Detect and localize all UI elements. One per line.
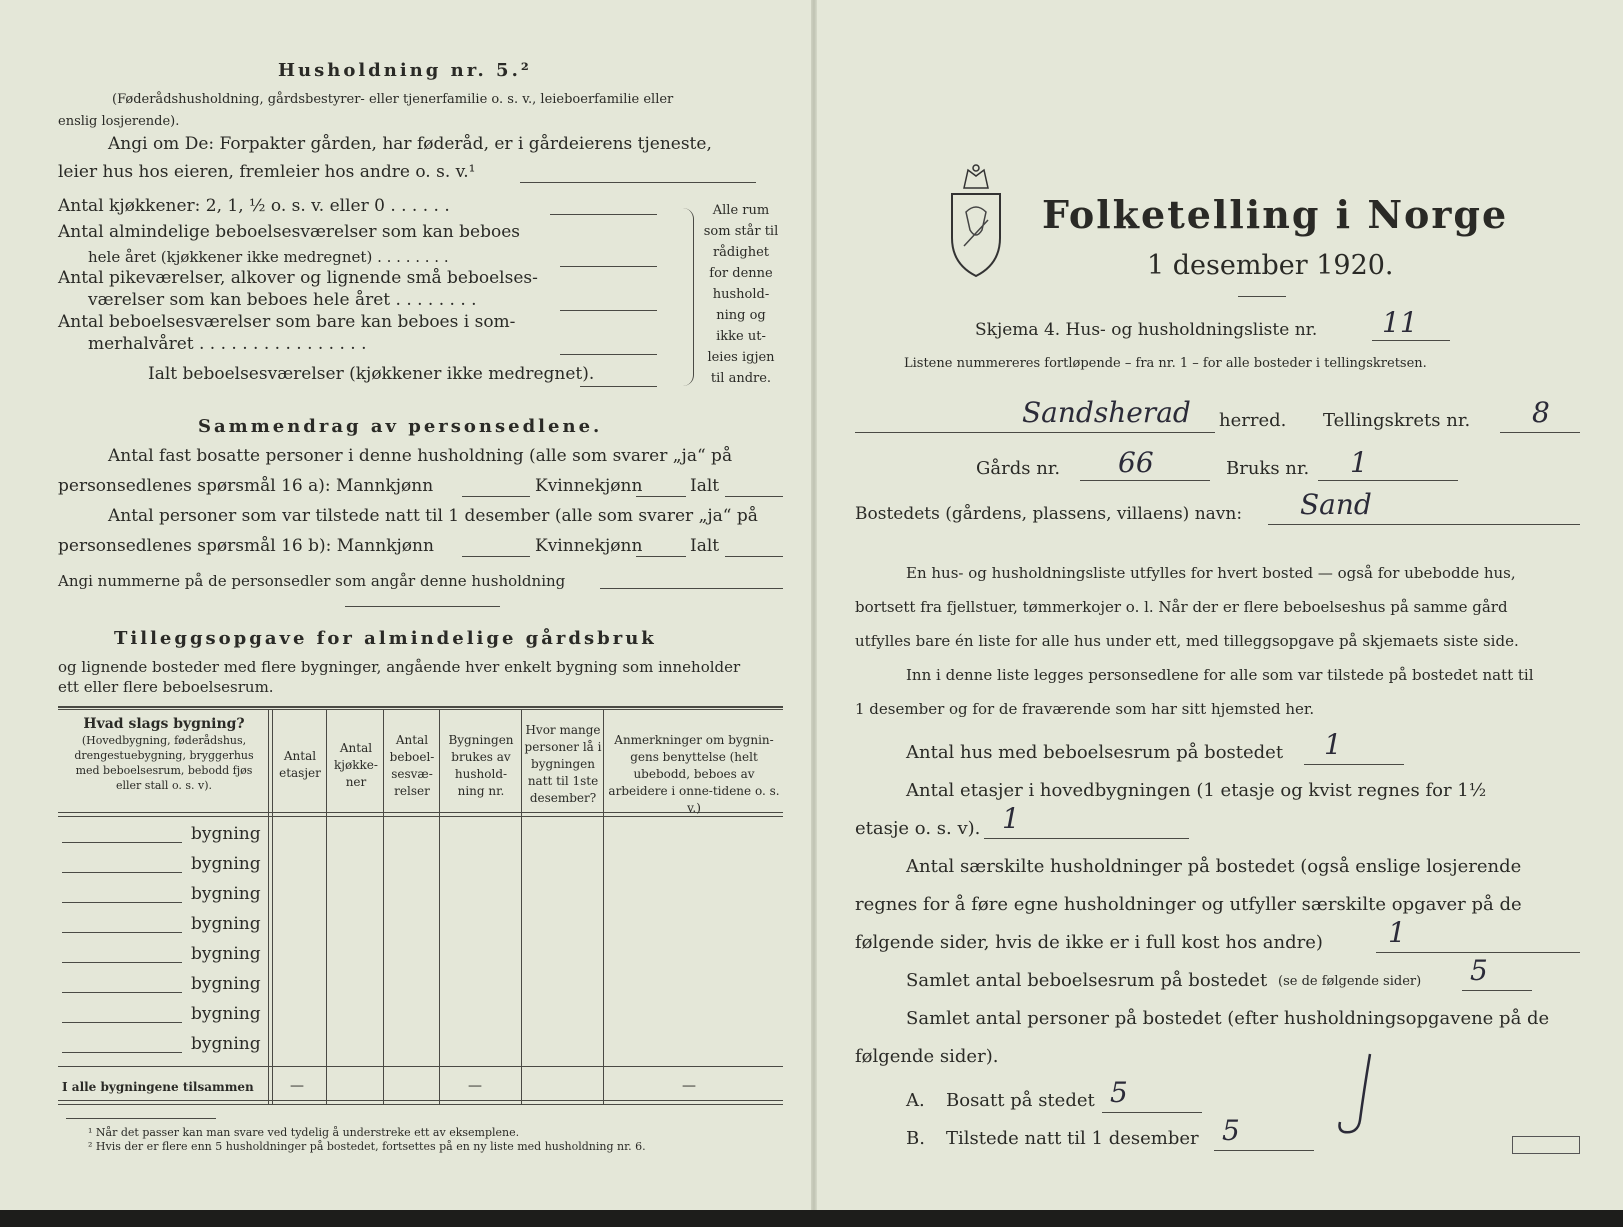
ialt-answer-line[interactable] [580,386,657,387]
tilstede-line-2: personsedlenes spørsmål 16 b): Mannkjønn [58,536,434,556]
col-header-etasjer: Antal etasjer [279,749,321,780]
coat-of-arms-icon [946,160,1006,280]
etasjer-value[interactable]: 1 [1002,802,1020,835]
skjema-nr-value[interactable]: 11 [1382,306,1418,339]
tilstede-line-1: Antal personer som var tilstede natt til 1 desember (alle som svarer „ja“ på [108,506,758,526]
fast-kvinne-line[interactable] [636,496,686,497]
etasjer-line-2: etasje o. s. v). [855,818,981,839]
col-header-anmerkninger: Anmerkninger om bygnin-gens benyttelse (helt ubebodd, beboes av arbeidere i onne-tidene o. s. v.) [608,733,780,815]
etasjer-line-1: Antal etasjer i hovedbygningen (1 etasje og kvist regnes for 1½ [906,780,1487,801]
total-row-label: I alle bygningene tilsammen [62,1080,254,1094]
samlet-rum-note: (se de følgende sider) [1278,974,1422,989]
nummerne-answer-line[interactable] [600,588,783,589]
handwritten-check-mark [1330,1050,1380,1140]
building-row-label: bygning [191,1034,261,1054]
gards-label: Gårds nr. [976,458,1061,479]
saer-line[interactable] [1376,952,1580,953]
building-row-line [62,1052,182,1053]
sommer-answer-line[interactable] [560,354,657,355]
footnote-1: ¹ Når det passer kan man svare ved tydelig å understreke ett av eksemplene. [88,1126,520,1139]
building-row-line [62,1022,182,1023]
tilstede-ialt-label: Ialt [690,536,720,556]
tilstede-line[interactable] [1214,1150,1314,1151]
bruks-line[interactable] [1318,480,1458,481]
bruks-value[interactable]: 1 [1350,446,1368,479]
building-row-label: bygning [191,854,261,874]
form-title: Folketelling i Norge [1042,192,1509,237]
info-line-1: En hus- og husholdningsliste utfylles for hvert bosted — også for ubebodde hus, [906,564,1516,582]
bosted-value[interactable]: Sand [1300,488,1372,521]
pike-answer-line[interactable] [560,310,657,311]
building-row-label: bygning [191,824,261,844]
tilstede-value[interactable]: 5 [1222,1114,1240,1147]
col-header-personer: Hvor mange personer lå i bygningen natt til 1ste desember? [524,723,602,805]
tillegg-line-1: og lignende bosteder med flere bygninger, angående hver enkelt bygning som inneholder [58,658,741,676]
tilstede-mann-line[interactable] [462,556,530,557]
sommer-label-2: merhalvåret . . . . . . . . . . . . . . . . [88,334,367,354]
nummerne-label: Angi nummerne på de personsedler som angår denne husholdning [58,572,566,590]
hus-value[interactable]: 1 [1324,728,1342,761]
angi-line-2: leier hus hos eieren, fremleier hos andre o. s. v.¹ [58,162,476,182]
info-line-3: utfylles bare én liste for alle hus under ett, med tilleggsopgave på skjemaets siste side. [855,632,1519,650]
col-header-building: Hvad slags bygning? (Hovedbygning, føderådshus, drengestuebygning, bryggerhus med beboelsesrum, bebodd fjøs eller stall o. s. v). [74,716,254,792]
samlet-rum-line[interactable] [1462,990,1532,991]
building-row-line [62,962,182,963]
bosted-line[interactable] [1268,524,1580,525]
alm-label-2: hele året (kjøkkener ikke medregnet) . . . . . . . . [88,248,449,266]
brace [683,208,694,386]
kjokken-label: Antal kjøkkener: 2, 1, ½ o. s. v. eller 0 . . . . . . [58,196,450,216]
fast-kvinne-label: Kvinnekjønn [535,476,643,496]
ialt-label: Ialt beboelsesværelser (kjøkkener ikke medregnet). [148,364,595,384]
building-row-label: bygning [191,944,261,964]
tillegg-title: Tilleggsopgave for almindelige gårdsbruk [114,628,657,649]
info-line-5: 1 desember og for de fraværende som har sitt hjemsted her. [855,700,1315,718]
total-etasjer-dash: — [290,1078,304,1094]
saer-line-2: regnes for å føre egne husholdninger og utfyller særskilte opgaver på de [855,894,1522,915]
saer-line-1: Antal særskilte husholdninger på bostedet (også enslige losjerende [906,856,1522,877]
gards-value[interactable]: 66 [1118,446,1154,479]
building-row-label: bygning [191,1004,261,1024]
hus-label: Antal hus med beboelsesrum på bostedet [906,742,1284,763]
building-row-line [62,932,182,933]
angi-answer-line[interactable] [520,182,756,183]
herred-label: herred. [1219,410,1287,431]
building-row-line [62,992,182,993]
tilstede-kvinne-line[interactable] [636,556,686,557]
kjokken-answer-line[interactable] [550,214,657,215]
samlet-pers-line-2: følgende sider). [855,1046,999,1067]
building-row-label: bygning [191,974,261,994]
fast-line-2: personsedlenes spørsmål 16 a): Mannkjønn [58,476,434,496]
page-fold [811,0,817,1210]
tilstede-kvinne-label: Kvinnekjønn [535,536,643,556]
samlet-pers-line-1: Samlet antal personer på bostedet (efter husholdningsopgavene på de [906,1008,1550,1029]
section-divider [345,606,500,607]
saer-value[interactable]: 1 [1388,916,1406,949]
samlet-rum-value[interactable]: 5 [1470,954,1488,987]
saer-line-3: følgende sider, hvis de ikke er i full kost hos andre) [855,932,1323,953]
title-divider [1238,296,1286,297]
tilstede-label: Tilstede natt til 1 desember [946,1128,1199,1149]
tilstede-ialt-line[interactable] [725,556,783,557]
listene-note: Listene nummereres fortløpende – fra nr. 1 – for alle bosteder i tellingskretsen. [904,356,1427,371]
info-line-4: Inn i denne liste legges personsedlene for alle som var tilstede på bostedet natt til [906,666,1534,684]
tilstede-prefix: B. [906,1128,925,1149]
samlet-rum-label: Samlet antal beboelsesrum på bostedet [906,970,1268,991]
info-line-2: bortsett fra fjellstuer, tømmerkojer o. l. Når der er flere beboelseshus på samme gård [855,598,1508,616]
building-row-line [62,842,182,843]
sammendrag-title: Sammendrag av personsedlene. [198,416,603,437]
col-header-beboelsesvaerelser: Antal beboel-sesvæ-relser [389,733,435,798]
sommer-label-1: Antal beboelsesværelser som bare kan beboes i som- [58,312,516,332]
tellingskrets-label: Tellingskrets nr. [1323,410,1471,431]
fast-ialt-label: Ialt [690,476,720,496]
total-anmerkninger-dash: — [682,1078,696,1094]
skjema-label: Skjema 4. Hus- og husholdningsliste nr. [975,320,1318,340]
tellingskrets-line[interactable] [1500,432,1580,433]
angi-line-1: Angi om De: Forpakter gården, har føderåd, er i gårdeierens tjeneste, [108,134,712,154]
tillegg-line-2: ett eller flere beboelsesrum. [58,678,274,696]
pike-label-1: Antal pikeværelser, alkover og lignende små beboelses- [58,268,538,288]
total-husholdning-dash: — [468,1078,482,1094]
footnote-divider [66,1118,216,1119]
form-date: 1 desember 1920. [1147,250,1394,281]
bruks-label: Bruks nr. [1226,458,1310,479]
hus-line[interactable] [1304,764,1404,765]
skjema-nr-line[interactable] [1372,340,1450,341]
fast-ialt-line[interactable] [725,496,783,497]
footnote-2: ² Hvis der er flere enn 5 husholdninger på bostedet, fortsettes på en ny liste med husholdning nr. 6. [88,1140,646,1153]
fast-line-1: Antal fast bosatte personer i denne husholdning (alle som svarer „ja“ på [108,446,733,466]
fast-mann-line[interactable] [462,496,530,497]
bosatt-prefix: A. [906,1090,925,1111]
herred-line[interactable] [855,432,1215,433]
herred-value[interactable]: Sandsherad [1022,396,1191,429]
bosatt-line[interactable] [1102,1112,1202,1113]
col-header-kjokkener: Antal kjøkke-ner [334,741,378,789]
bosatt-value[interactable]: 5 [1110,1076,1128,1109]
col-header-husholdning: Bygningen brukes av hushold-ning nr. [448,733,514,798]
building-row-label: bygning [191,884,261,904]
gards-line[interactable] [1080,480,1210,481]
brace-note: Alle rum som står til rådighet for denne hushold- ning og ikke ut- leies igjen til andre. [703,203,779,386]
building-row-line [62,872,182,873]
bosatt-label: Bosatt på stedet [946,1090,1095,1111]
household-title: Husholdning nr. 5.² [278,60,532,81]
printer-stamp [1512,1136,1580,1154]
tellingskrets-value[interactable]: 8 [1532,396,1550,429]
bosted-label: Bostedets (gårdens, plassens, villaens) navn: [855,504,1243,524]
etasjer-line[interactable] [984,838,1189,839]
alm-label-1: Antal almindelige beboelsesværelser som kan beboes [58,222,520,242]
alm-answer-line[interactable] [560,266,657,267]
household-subtitle-1: (Føderådshusholdning, gårdsbestyrer- eller tjenerfamilie o. s. v., leieboerfamilie eller [112,92,674,107]
building-row-label: bygning [191,914,261,934]
household-subtitle-2: enslig losjerende). [58,114,180,129]
building-row-line [62,902,182,903]
pike-label-2: værelser som kan beboes hele året . . . . . . . . [88,290,477,310]
